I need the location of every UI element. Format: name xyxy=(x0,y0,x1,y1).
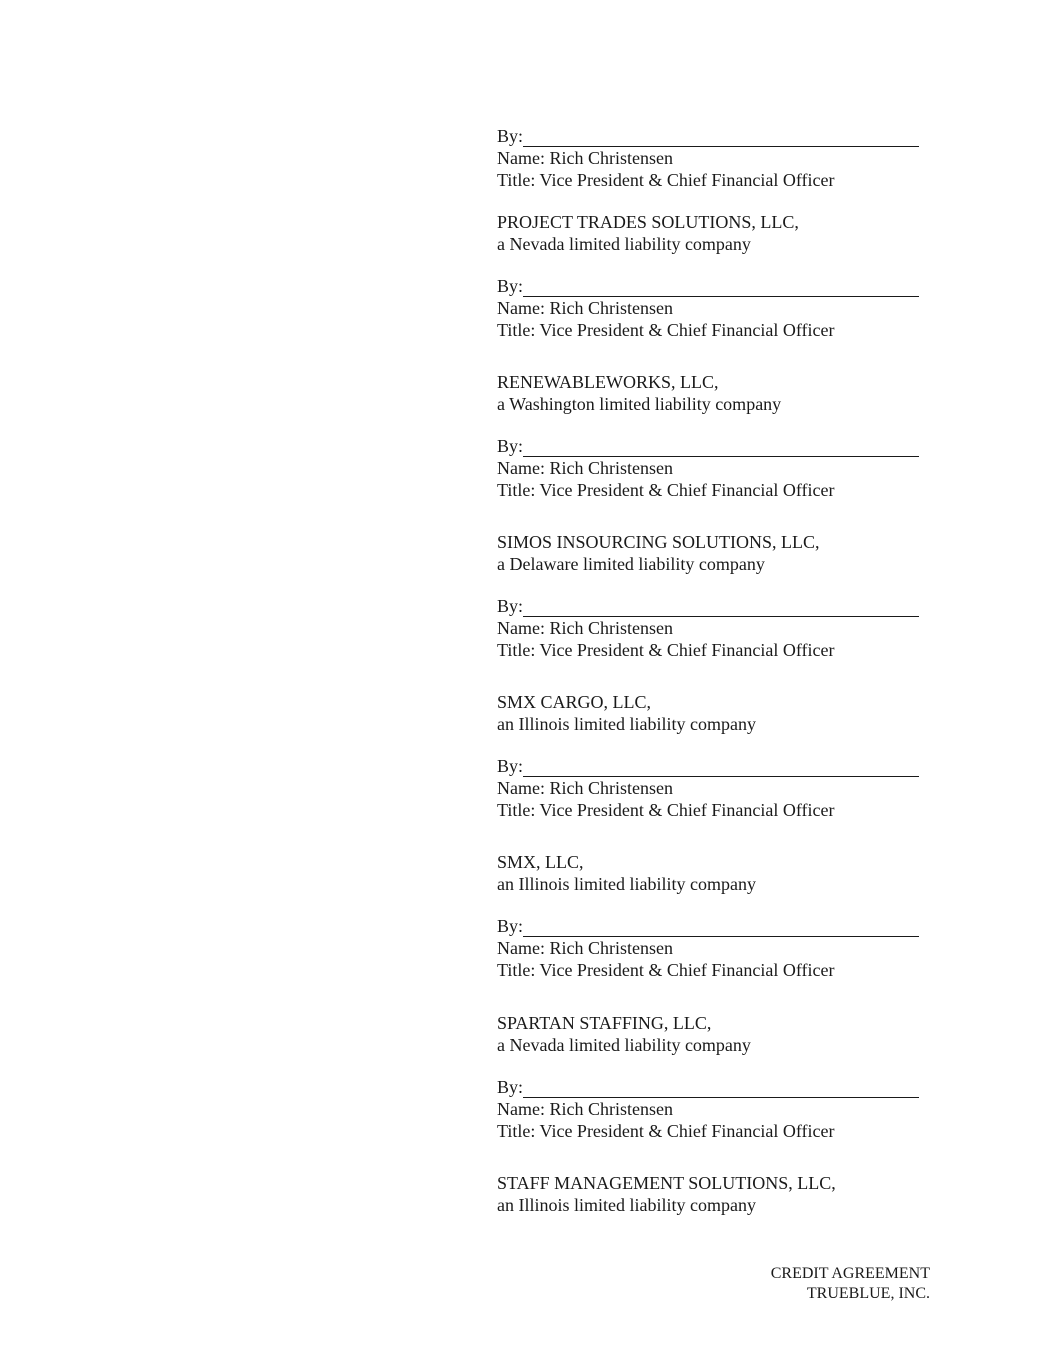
by-label: By: xyxy=(497,1077,524,1097)
company-name: STAFF MANAGEMENT SOLUTIONS, LLC, xyxy=(497,1173,836,1193)
footer-document-title: CREDIT AGREEMENT xyxy=(770,1265,930,1282)
signature-block-2 xyxy=(497,371,937,415)
signer-name: Name: Rich Christensen xyxy=(497,458,673,478)
signature-by-row xyxy=(497,435,937,457)
company-name: PROJECT TRADES SOLUTIONS, LLC, xyxy=(497,212,799,232)
company-descriptor: an Illinois limited liability company xyxy=(497,874,756,894)
signature-block-0 xyxy=(497,125,937,191)
signer-title: Title: Vice President & Chief Financial Officer xyxy=(497,1121,835,1141)
signature-block-7 xyxy=(497,1172,937,1216)
by-label: By: xyxy=(497,756,524,776)
signature-block-3 xyxy=(497,531,937,575)
signer-name: Name: Rich Christensen xyxy=(497,938,673,958)
signature-by-row xyxy=(497,125,937,147)
signer-name: Name: Rich Christensen xyxy=(497,298,673,318)
signature-by-row xyxy=(497,755,937,777)
company-descriptor: a Washington limited liability company xyxy=(497,394,782,414)
company-descriptor: an Illinois limited liability company xyxy=(497,1195,756,1215)
page-footer xyxy=(771,1264,930,1304)
signer-title: Title: Vice President & Chief Financial Officer xyxy=(497,320,835,340)
by-label: By: xyxy=(497,276,524,296)
company-name: SMX, LLC, xyxy=(497,852,584,872)
by-label: By: xyxy=(497,916,524,936)
company-name: RENEWABLEWORKS, LLC, xyxy=(497,372,719,392)
signer-title: Title: Vice President & Chief Financial Officer xyxy=(497,640,835,660)
signature-block-1-sign xyxy=(497,275,937,341)
signature-block-1 xyxy=(497,211,937,255)
signature-line xyxy=(523,919,919,937)
signature-line xyxy=(523,599,919,617)
signature-line xyxy=(523,279,919,297)
signature-block-3-sign xyxy=(497,595,937,661)
signature-block-2-sign xyxy=(497,435,937,501)
company-descriptor: a Nevada limited liability company xyxy=(497,1035,751,1055)
signer-title: Title: Vice President & Chief Financial Officer xyxy=(497,800,835,820)
signature-line xyxy=(523,439,919,457)
signer-name: Name: Rich Christensen xyxy=(497,778,673,798)
signature-line xyxy=(523,1080,919,1098)
company-descriptor: a Nevada limited liability company xyxy=(497,234,751,254)
signer-title: Title: Vice President & Chief Financial Officer xyxy=(497,480,835,500)
signer-title: Title: Vice President & Chief Financial Officer xyxy=(497,170,835,190)
signature-by-row xyxy=(497,915,937,937)
signature-line xyxy=(523,759,919,777)
company-name: SMX CARGO, LLC, xyxy=(497,692,652,712)
signer-name: Name: Rich Christensen xyxy=(497,618,673,638)
signature-block-4 xyxy=(497,691,937,735)
signature-block-5-sign xyxy=(497,915,937,981)
company-name: SIMOS INSOURCING SOLUTIONS, LLC, xyxy=(497,532,820,552)
signature-by-row xyxy=(497,1076,937,1098)
signature-by-row xyxy=(497,275,937,297)
signature-by-row xyxy=(497,595,937,617)
by-label: By: xyxy=(497,126,524,146)
signature-block-6 xyxy=(497,1012,937,1056)
signature-line xyxy=(523,129,919,147)
signature-block-6-sign xyxy=(497,1076,937,1142)
signature-block-5 xyxy=(497,851,937,895)
company-descriptor: an Illinois limited liability company xyxy=(497,714,756,734)
signature-block-4-sign xyxy=(497,755,937,821)
by-label: By: xyxy=(497,596,524,616)
signer-name: Name: Rich Christensen xyxy=(497,148,673,168)
signer-title: Title: Vice President & Chief Financial Officer xyxy=(497,960,835,980)
company-name: SPARTAN STAFFING, LLC, xyxy=(497,1013,712,1033)
footer-company-name: TRUEBLUE, INC. xyxy=(806,1285,930,1302)
company-descriptor: a Delaware limited liability company xyxy=(497,554,765,574)
by-label: By: xyxy=(497,436,524,456)
signer-name: Name: Rich Christensen xyxy=(497,1099,673,1119)
